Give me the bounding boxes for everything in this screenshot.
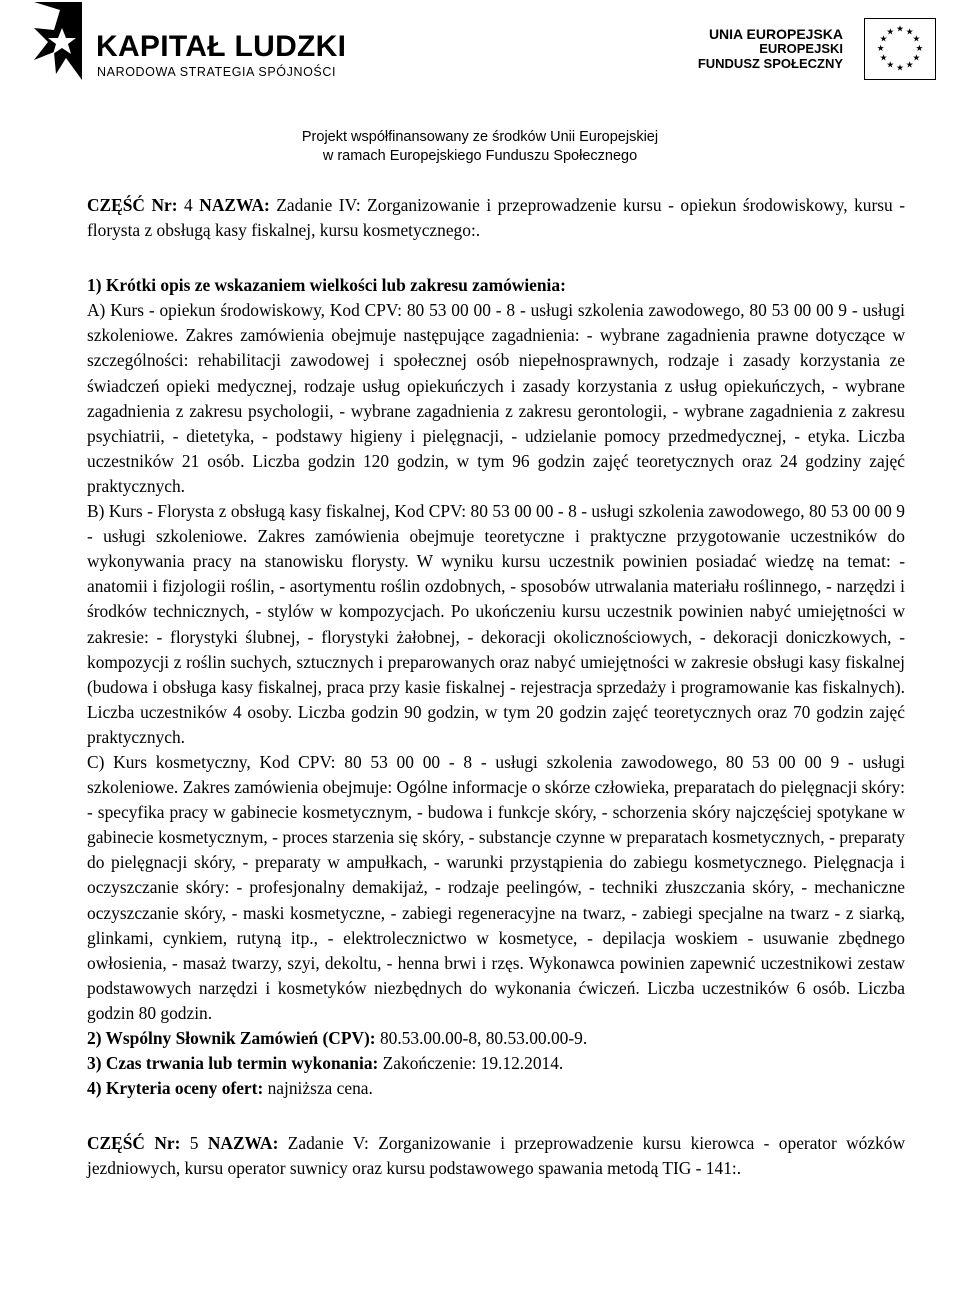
section-1-heading (87, 273, 905, 298)
part-number: 4 (177, 195, 200, 215)
eu-logo-line-3: FUNDUSZ SPOŁECZNY (697, 56, 843, 72)
svg-text:★: ★ (896, 63, 904, 74)
svg-text:★: ★ (912, 34, 921, 45)
name-label: NAZWA: (207, 1133, 279, 1154)
eu-flag-icon (864, 18, 936, 80)
cpv-line (87, 1026, 905, 1051)
svg-text:★: ★ (876, 43, 885, 54)
deadline-label: 3) Czas trwania lub termin wykonania: (87, 1053, 379, 1074)
part-5-heading (87, 1131, 905, 1181)
criteria-label: 4) Kryteria oceny ofert: (87, 1078, 264, 1099)
svg-text:★: ★ (912, 53, 921, 64)
criteria-value: najniższa cena. (263, 1078, 373, 1099)
cofinancing-line-2: w ramach Europejskiego Funduszu Społecznego (322, 148, 638, 164)
page-header (0, 0, 960, 175)
logo-subtitle: NARODOWA STRATEGIA SPÓJNOŚCI (97, 65, 337, 79)
cpv-value: 80.53.00.00-8, 80.53.00.00-9. (375, 1028, 588, 1048)
kapital-ludzki-logo (32, 2, 362, 86)
cofinancing-line-1: Projekt współfinansowany ze środków Unii Europejskiej (301, 129, 659, 145)
name-label: NAZWA: (199, 195, 270, 215)
part-number: 5 (180, 1133, 208, 1154)
section-1-heading-text: 1) Krótki opis ze wskazaniem wielkości lub zakresu zamówienia: (87, 275, 566, 296)
svg-text:★: ★ (905, 60, 914, 71)
svg-text:★: ★ (915, 43, 924, 54)
eu-logo-text (668, 26, 843, 72)
logo-title: KAPITAŁ LUDZKI (96, 30, 347, 63)
eu-logo-line-1: UNIA EUROPEJSKA (708, 26, 843, 42)
cpv-label: 2) Wspólny Słownik Zamówień (CPV): (87, 1028, 376, 1048)
part-title: Zadanie V: Zorganizowanie i przeprowadzenie kursu kierowca - operator wózków jezdniowych, kursu operator suwnicy oraz kursu podstawowego spawania metodą TIG - 141:. (87, 1133, 906, 1179)
eu-logo (668, 18, 940, 80)
course-a-paragraph: A) Kurs - opiekun środowiskowy, Kod CPV: 80 53 00 00 - 8 - usługi szkolenia zawodowego, 80 53 00 00 9 - usługi szkoleniowe. Zakres zamówienia obejmuje następujące zagadnienia: - wybrane zagadnienia prawne dotyczące w szczególności: rehabilitacji zawodowej i społecznej osób niepełnosprawnych, rodzaje i zasady korzystania ze świadczeń opieki medycznej, rodzaje usług opiekuńczych i zasady korzystania z usług opiekuńczych, - wybrane zagadnienia z zakresu psychologii, - wybrane zagadnienia z zakresu gerontologii, - wybrane zagadnienia z zakresu psychiatrii, - dietetyka, - podstawy higieny i pielęgnacji, - udzielanie pomocy przedmedycznej, - etyka. Liczba uczestników 21 osób. Liczba godzin 120 godzin, w tym 96 godzin zajęć teoretycznych oraz 24 godziny zajęć praktycznych. (87, 300, 905, 496)
kapital-ludzki-star-icon (32, 2, 84, 82)
criteria-line (87, 1076, 905, 1101)
cofinancing-note (0, 128, 960, 166)
svg-text:★: ★ (886, 60, 895, 71)
course-b-paragraph: B) Kurs - Florysta z obsługą kasy fiskalnej, Kod CPV: 80 53 00 00 - 8 - usługi szkolenia zawodowego, 80 53 00 00 9 - usługi szkoleniowe. Zakres zamówienia obejmuje teoretyczne i praktyczne przygotowanie uczestników do wykonywania pracy na stanowisku florysty. W wyniku kursu uczestnik powinien posiadać wiedzę na temat: - anatomii i fizjologii roślin, - asortymentu roślin ozdobnych, - sposobów utrwalania materiału roślinnego, - narzędzi i środków technicznych, - stylów w kompozycjach. Po ukończeniu kursu uczestnik powinien nabyć umiejętności w zakresie: - florystyki ślubnej, - florystyki żałobnej, - dekoracji okolicznościowych, - dekoracji doniczkowych, - kompozycji z roślin suchych, sztucznych i preparowanych oraz nabyć umiejętności w zakresie obsługi kasy fiskalnej (budowa i obsługa kasy fiskalnej, praca przy kasie fiskalnej - rejestracja sprzedaży i programowanie kas fiskalnych). Liczba uczestników 4 osoby. Liczba godzin 90 godzin, w tym 20 godzin zajęć teoretycznych oraz 70 godzin zajęć praktycznych. (87, 501, 905, 747)
svg-text:★: ★ (879, 34, 888, 45)
course-c-paragraph: C) Kurs kosmetyczny, Kod CPV: 80 53 00 00 - 8 - usługi szkolenia zawodowego, 80 53 00 00 9 - usługi szkoleniowe. Zakres zamówienia obejmuje: Ogólne informacje o skórze człowieka, preparatach do pielęgnacji skóry: - specyfika pracy w gabinecie kosmetycznym, - budowa i funkcje skóry, - schorzenia skóry najczęściej spotykane w gabinecie kosmetycznym, - proces starzenia się skóry, - substancje czynne w preparatach kosmetycznych, - preparaty do pielęgnacji skóry, - preparaty w ampułkach, - warunki przystąpienia do zabiegu kosmetycznego. Pielęgnacja i oczyszczanie skóry: - profesjonalny demakijaż, - rodzaje peelingów, - techniki złuszczania skóry, - mechaniczne oczyszczanie skóry, - maski kosmetyczne, - zabiegi regeneracyjne na twarz, - zabiegi specjalne na twarz - z siarką, glinkami, cynkiem, rutyną itp., - elektrolecznictwo w kosmetyce, - depilacja woskiem - usuwanie zbędnego owłosienia, - masaż twarzy, szyi, dekoltu, - henna brwi i rzęs. Wykonawca powinien zapewnić uczestnikowi zestaw podstawowych narzędzi i kosmetyków niezbędnych do wykonania ćwiczeń. Liczba uczestników 6 osób. Liczba godzin 80 godzin. (87, 751, 906, 1023)
deadline-line (87, 1051, 905, 1076)
part-title: Zadanie IV: Zorganizowanie i przeprowadzenie kursu - opiekun środowiskowy, kursu - florysta z obsługą kasy fiskalnej, kursu kosmetycznego:. (87, 195, 906, 241)
part-label: CZĘŚĆ Nr: (87, 195, 178, 215)
svg-text:★: ★ (896, 24, 904, 35)
eu-logo-line-2: EUROPEJSKI (759, 41, 843, 57)
svg-text:★: ★ (905, 27, 914, 38)
svg-text:★: ★ (886, 27, 895, 38)
svg-text:★: ★ (879, 53, 888, 64)
part-4-heading (87, 193, 905, 243)
deadline-value: Zakończenie: 19.12.2014. (378, 1053, 564, 1074)
part-label: CZĘŚĆ Nr: (87, 1133, 181, 1154)
document-body (87, 193, 905, 1181)
